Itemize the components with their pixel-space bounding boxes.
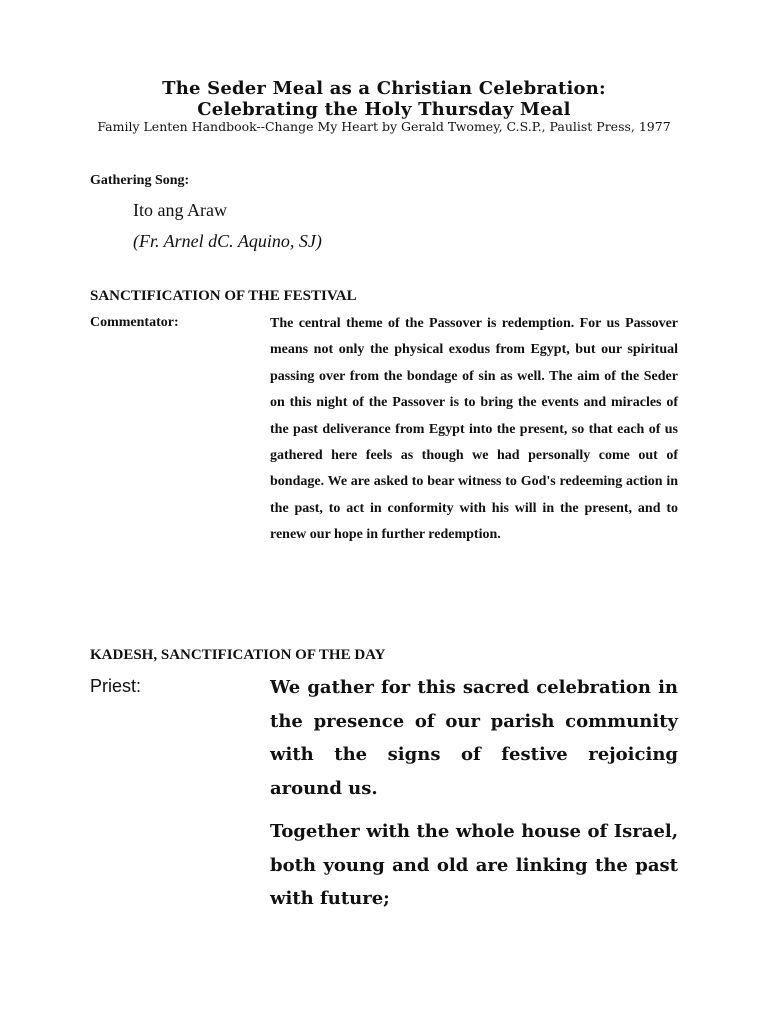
priest-paragraph-2: Together with the whole house of Israel, both young and old are linking the past with future; <box>270 821 678 909</box>
gathering-song-label: Gathering Song: <box>90 173 190 188</box>
gathering-song-title: Ito ang Araw <box>133 200 227 220</box>
commentator-role-label: Commentator: <box>90 315 179 330</box>
document-title-line-2: Celebrating the Holy Thursday Meal <box>197 99 571 120</box>
document-source-citation: Family Lenten Handbook--Change My Heart by Gerald Twomey, C.S.P., Paulist Press, 1977 <box>97 119 671 134</box>
commentator-paragraph: The central theme of the Passover is redemption. For us Passover means not only the physical exodus from Egypt, but our spiritual passing over from the bondage of sin as well. The aim of the Seder on this night of the Passover is to bring the events and miracles of the past deliverance from Egypt into the present, so that each of us gathered here feels as though we had personally come out of bondage. We are asked to bear witness to God's redeeming action in the past, to act in conformity with his will in the present, and to renew our hope in further redemption. <box>270 316 678 543</box>
festival-section-heading: SANCTIFICATION OF THE FESTIVAL <box>90 288 357 304</box>
priest-paragraph-1: We gather for this sacred celebration in the presence of our parish community with the signs of festive rejoicing around us. <box>270 677 678 799</box>
gathering-song-credit: (Fr. Arnel dC. Aquino, SJ) <box>133 231 322 251</box>
kadesh-section-heading: KADESH, SANCTIFICATION OF THE DAY <box>90 647 386 663</box>
priest-role-label: Priest: <box>90 676 142 696</box>
document-title-line-1: The Seder Meal as a Christian Celebration: <box>162 78 606 99</box>
